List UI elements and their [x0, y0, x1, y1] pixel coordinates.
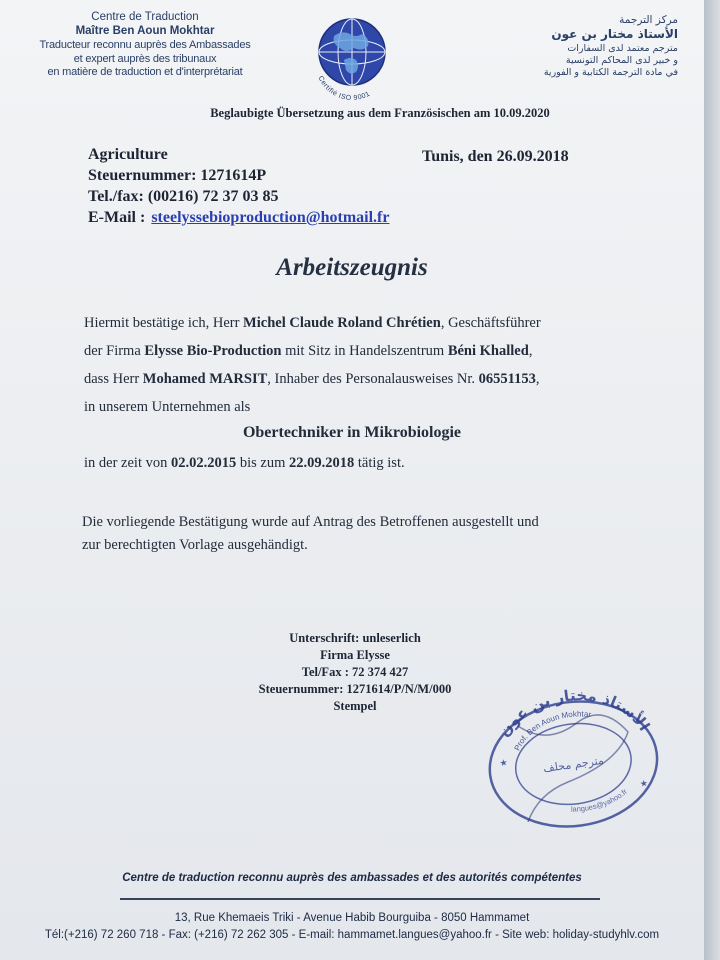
- company-phone: Tel./fax: (00216) 72 37 03 85: [88, 188, 279, 205]
- body-text-segment: Hiermit bestätige ich, Herr: [84, 315, 244, 331]
- header-left-line4: et expert auprès des tribunaux: [73, 52, 217, 65]
- header-left-line2: Maître Ben Aoun Mokhtar: [75, 25, 215, 38]
- signature-line3: Tel/Fax : 72 374 427: [301, 665, 409, 679]
- header-right-line2: الأستاذ مختار بن عون: [551, 27, 678, 42]
- globe-logo: [304, 8, 400, 104]
- id-card-number: 06551153: [478, 371, 536, 387]
- body-text-segment: mit Sitz in Handelszentrum: [281, 343, 448, 359]
- company-email-row: [88, 207, 389, 228]
- closing-line2: zur berechtigten Vorlage ausgehändigt.: [82, 537, 308, 553]
- footer-contact: Tél:(+216) 72 260 718 - Fax: (+216) 72 262 305 - E-mail: hammamet.langues@yahoo.fr - Site web: holiday-studyhlv.com: [44, 929, 660, 941]
- stamp-email: langues@yahoo.fr: [570, 787, 629, 814]
- header-left-line3: Traducteur reconnu auprès des Ambassades: [39, 38, 251, 51]
- period-start-date: 02.02.2015: [170, 455, 237, 471]
- company-location: Béni Khalled: [447, 343, 529, 359]
- signature-block: [200, 630, 510, 715]
- signature-line1: Unterschrift: unleserlich: [289, 631, 421, 645]
- stamp-arabic-name: الأستاذ مختار بن عون: [494, 686, 654, 741]
- manager-name: Michel Claude Roland Chrétien: [243, 315, 441, 331]
- header-left-line1: Centre de Traduction: [91, 11, 199, 23]
- company-tax-number: Steuernummer: 1271614P: [88, 167, 267, 184]
- body-text-segment: ,: [535, 371, 540, 387]
- body-text-segment: , Geschäftsführer: [440, 315, 541, 331]
- company-info: [88, 144, 389, 228]
- signature-line5: Stempel: [333, 699, 377, 713]
- body-line2: [84, 337, 644, 365]
- svg-text:langues@yahoo.fr: [568, 786, 631, 815]
- closing-paragraph: [82, 511, 642, 557]
- translator-stamp: [478, 686, 668, 836]
- signature-line4: Steuernummer: 1271614/P/N/M/000: [258, 682, 452, 696]
- employment-period: [84, 455, 405, 472]
- period-text: in der zeit von: [84, 455, 171, 471]
- header-right-line3: مترجم معتمد لدى السفارات: [567, 42, 678, 54]
- certified-translation-note: Beglaubigte Übersetzung aus dem Französischen am 10.09.2020: [210, 106, 550, 120]
- header-right-line1: مركز الترجمة: [619, 14, 678, 26]
- header-right-line5: في مادة الترجمة الكتابية و الفورية: [543, 67, 678, 79]
- period-end-date: 22.09.2018: [289, 455, 355, 471]
- header-left-line5: en matière de traduction et d'interprétariat: [47, 66, 243, 79]
- stamp-latin-name: Prof. Ben Aoun Mokhtar: [512, 709, 592, 753]
- logo-iso-text: Certifié ISO 9001: [316, 75, 372, 103]
- document-date: Tunis, den 26.09.2018: [422, 148, 569, 165]
- body-line1: [84, 309, 644, 337]
- footer-divider: [120, 898, 600, 900]
- body-text-segment: dass Herr: [84, 371, 143, 387]
- period-text: tätig ist.: [354, 455, 405, 471]
- page-edge-shadow: [704, 0, 720, 960]
- body-text-segment: , Inhaber des Personalausweises Nr.: [267, 371, 479, 387]
- body-line3: [84, 365, 644, 393]
- body-text-segment: der Firma: [84, 343, 145, 359]
- header-right-arabic-block: [488, 14, 678, 79]
- signature-line2: Firma Elysse: [320, 648, 390, 662]
- period-text: bis zum: [236, 455, 289, 471]
- body-line4: in unserem Unternehmen als: [84, 399, 251, 415]
- document-title: Arbeitszeugnis: [276, 254, 428, 281]
- email-label: E-Mail :: [88, 209, 146, 226]
- closing-line1: Die vorliegende Bestätigung wurde auf Antrag des Betroffenen ausgestellt und: [82, 514, 539, 530]
- email-link[interactable]: steelyssebioproduction@hotmail.fr: [151, 209, 390, 226]
- employee-name: Mohamed MARSIT: [142, 371, 268, 387]
- position-title: Obertechniker in Mikrobiologie: [242, 424, 462, 441]
- footer-address: 13, Rue Khemaeis Triki - Avenue Habib Bourguiba - 8050 Hammamet: [174, 912, 530, 924]
- company-line1: Agriculture: [88, 146, 168, 163]
- body-text-segment: ,: [528, 343, 533, 359]
- header-left-block: [30, 10, 260, 80]
- stamp-star-left-icon: ★: [498, 757, 509, 769]
- company-name: Elysse Bio-Production: [144, 343, 282, 359]
- body-paragraph: [84, 309, 644, 421]
- header-right-line4: و خبير لدى المحاكم التونسية: [565, 54, 678, 66]
- stamp-star-right-icon: ★: [639, 777, 649, 789]
- footer-title: Centre de traduction reconnu auprès des ambassades et des autorités compétentes: [122, 872, 582, 884]
- stamp-inner-text: مترجم محلف: [542, 753, 605, 776]
